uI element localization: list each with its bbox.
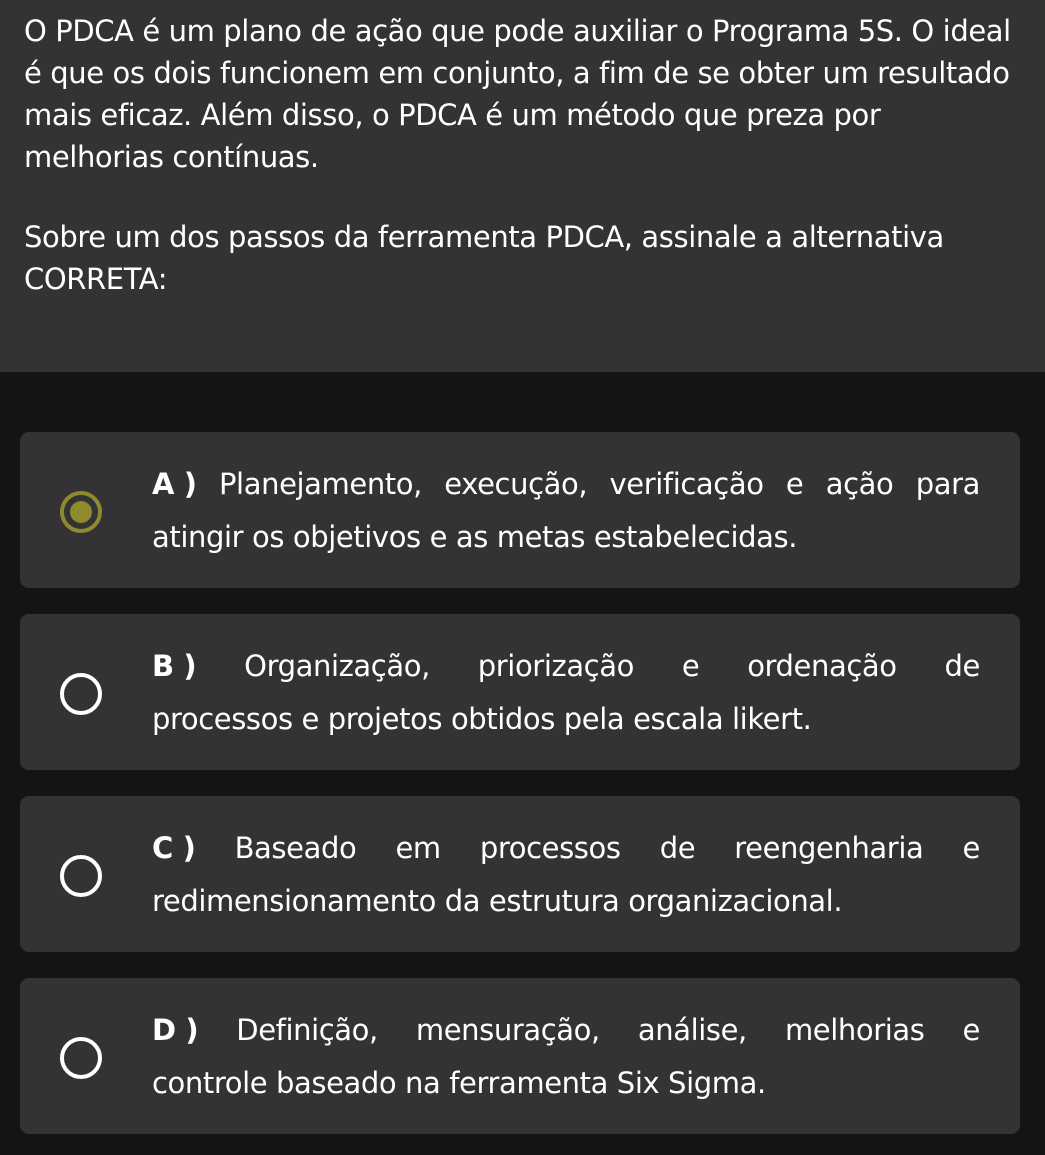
question-panel bbox=[0, 0, 1045, 372]
radio-selected-icon[interactable] bbox=[60, 491, 102, 533]
option-a-line2: atingir os objetivos e as metas estabelecidas. bbox=[152, 520, 798, 554]
option-word: análise, bbox=[637, 1013, 747, 1047]
option-word: e bbox=[785, 467, 804, 501]
option-word: verificação bbox=[609, 467, 764, 501]
option-c-text bbox=[152, 822, 980, 928]
option-d-line1 bbox=[152, 1004, 980, 1057]
option-word: processos bbox=[479, 831, 621, 865]
option-word: melhorias bbox=[784, 1013, 925, 1047]
option-word: em bbox=[395, 831, 441, 865]
option-letter: B ) bbox=[152, 649, 197, 683]
radio-unselected-icon[interactable] bbox=[60, 855, 102, 897]
option-word: ação bbox=[825, 467, 894, 501]
radio-unselected-icon[interactable] bbox=[60, 1037, 102, 1079]
option-a-line1 bbox=[152, 458, 980, 511]
option-a-text bbox=[152, 458, 980, 564]
option-word: mensuração, bbox=[415, 1013, 600, 1047]
radio-unselected-icon[interactable] bbox=[60, 673, 102, 715]
option-word: ordenação bbox=[747, 649, 897, 683]
option-d[interactable] bbox=[20, 978, 1020, 1134]
option-b-line1 bbox=[152, 640, 980, 693]
question-prompt: Sobre um dos passos da ferramenta PDCA, assinale a alternativa CORRETA: bbox=[24, 220, 944, 296]
option-word: reengenharia bbox=[734, 831, 924, 865]
option-word: priorização bbox=[477, 649, 634, 683]
option-word: Organização, bbox=[244, 649, 430, 683]
option-word: e bbox=[962, 1013, 980, 1047]
option-word: execução, bbox=[444, 467, 588, 501]
option-letter: D ) bbox=[152, 1013, 199, 1047]
option-letter: A ) bbox=[152, 467, 197, 501]
option-c[interactable] bbox=[20, 796, 1020, 952]
option-word: de bbox=[659, 831, 696, 865]
option-a[interactable] bbox=[20, 432, 1020, 588]
option-c-line2: redimensionamento da estrutura organizacional. bbox=[152, 884, 843, 918]
option-b-text bbox=[152, 640, 980, 746]
option-word: e bbox=[962, 831, 980, 865]
question-intro: O PDCA é um plano de ação que pode auxiliar o Programa 5S. O ideal é que os dois funcionem em conjunto, a fim de se obter um resultado mais eficaz. Além disso, o PDCA é um método que preza por melhorias contínuas. bbox=[24, 14, 1011, 174]
option-c-line1 bbox=[152, 822, 980, 875]
option-b-line2: processos e projetos obtidos pela escala likert. bbox=[152, 702, 812, 736]
option-word: para bbox=[915, 467, 980, 501]
option-word: Planejamento, bbox=[218, 467, 422, 501]
option-letter: C ) bbox=[152, 831, 196, 865]
option-b[interactable] bbox=[20, 614, 1020, 770]
option-d-text bbox=[152, 1004, 980, 1110]
option-d-line2: controle baseado na ferramenta Six Sigma. bbox=[152, 1066, 766, 1100]
option-word: de bbox=[944, 649, 980, 683]
option-word: Baseado bbox=[234, 831, 357, 865]
option-word: Definição, bbox=[236, 1013, 378, 1047]
option-word: e bbox=[681, 649, 700, 683]
